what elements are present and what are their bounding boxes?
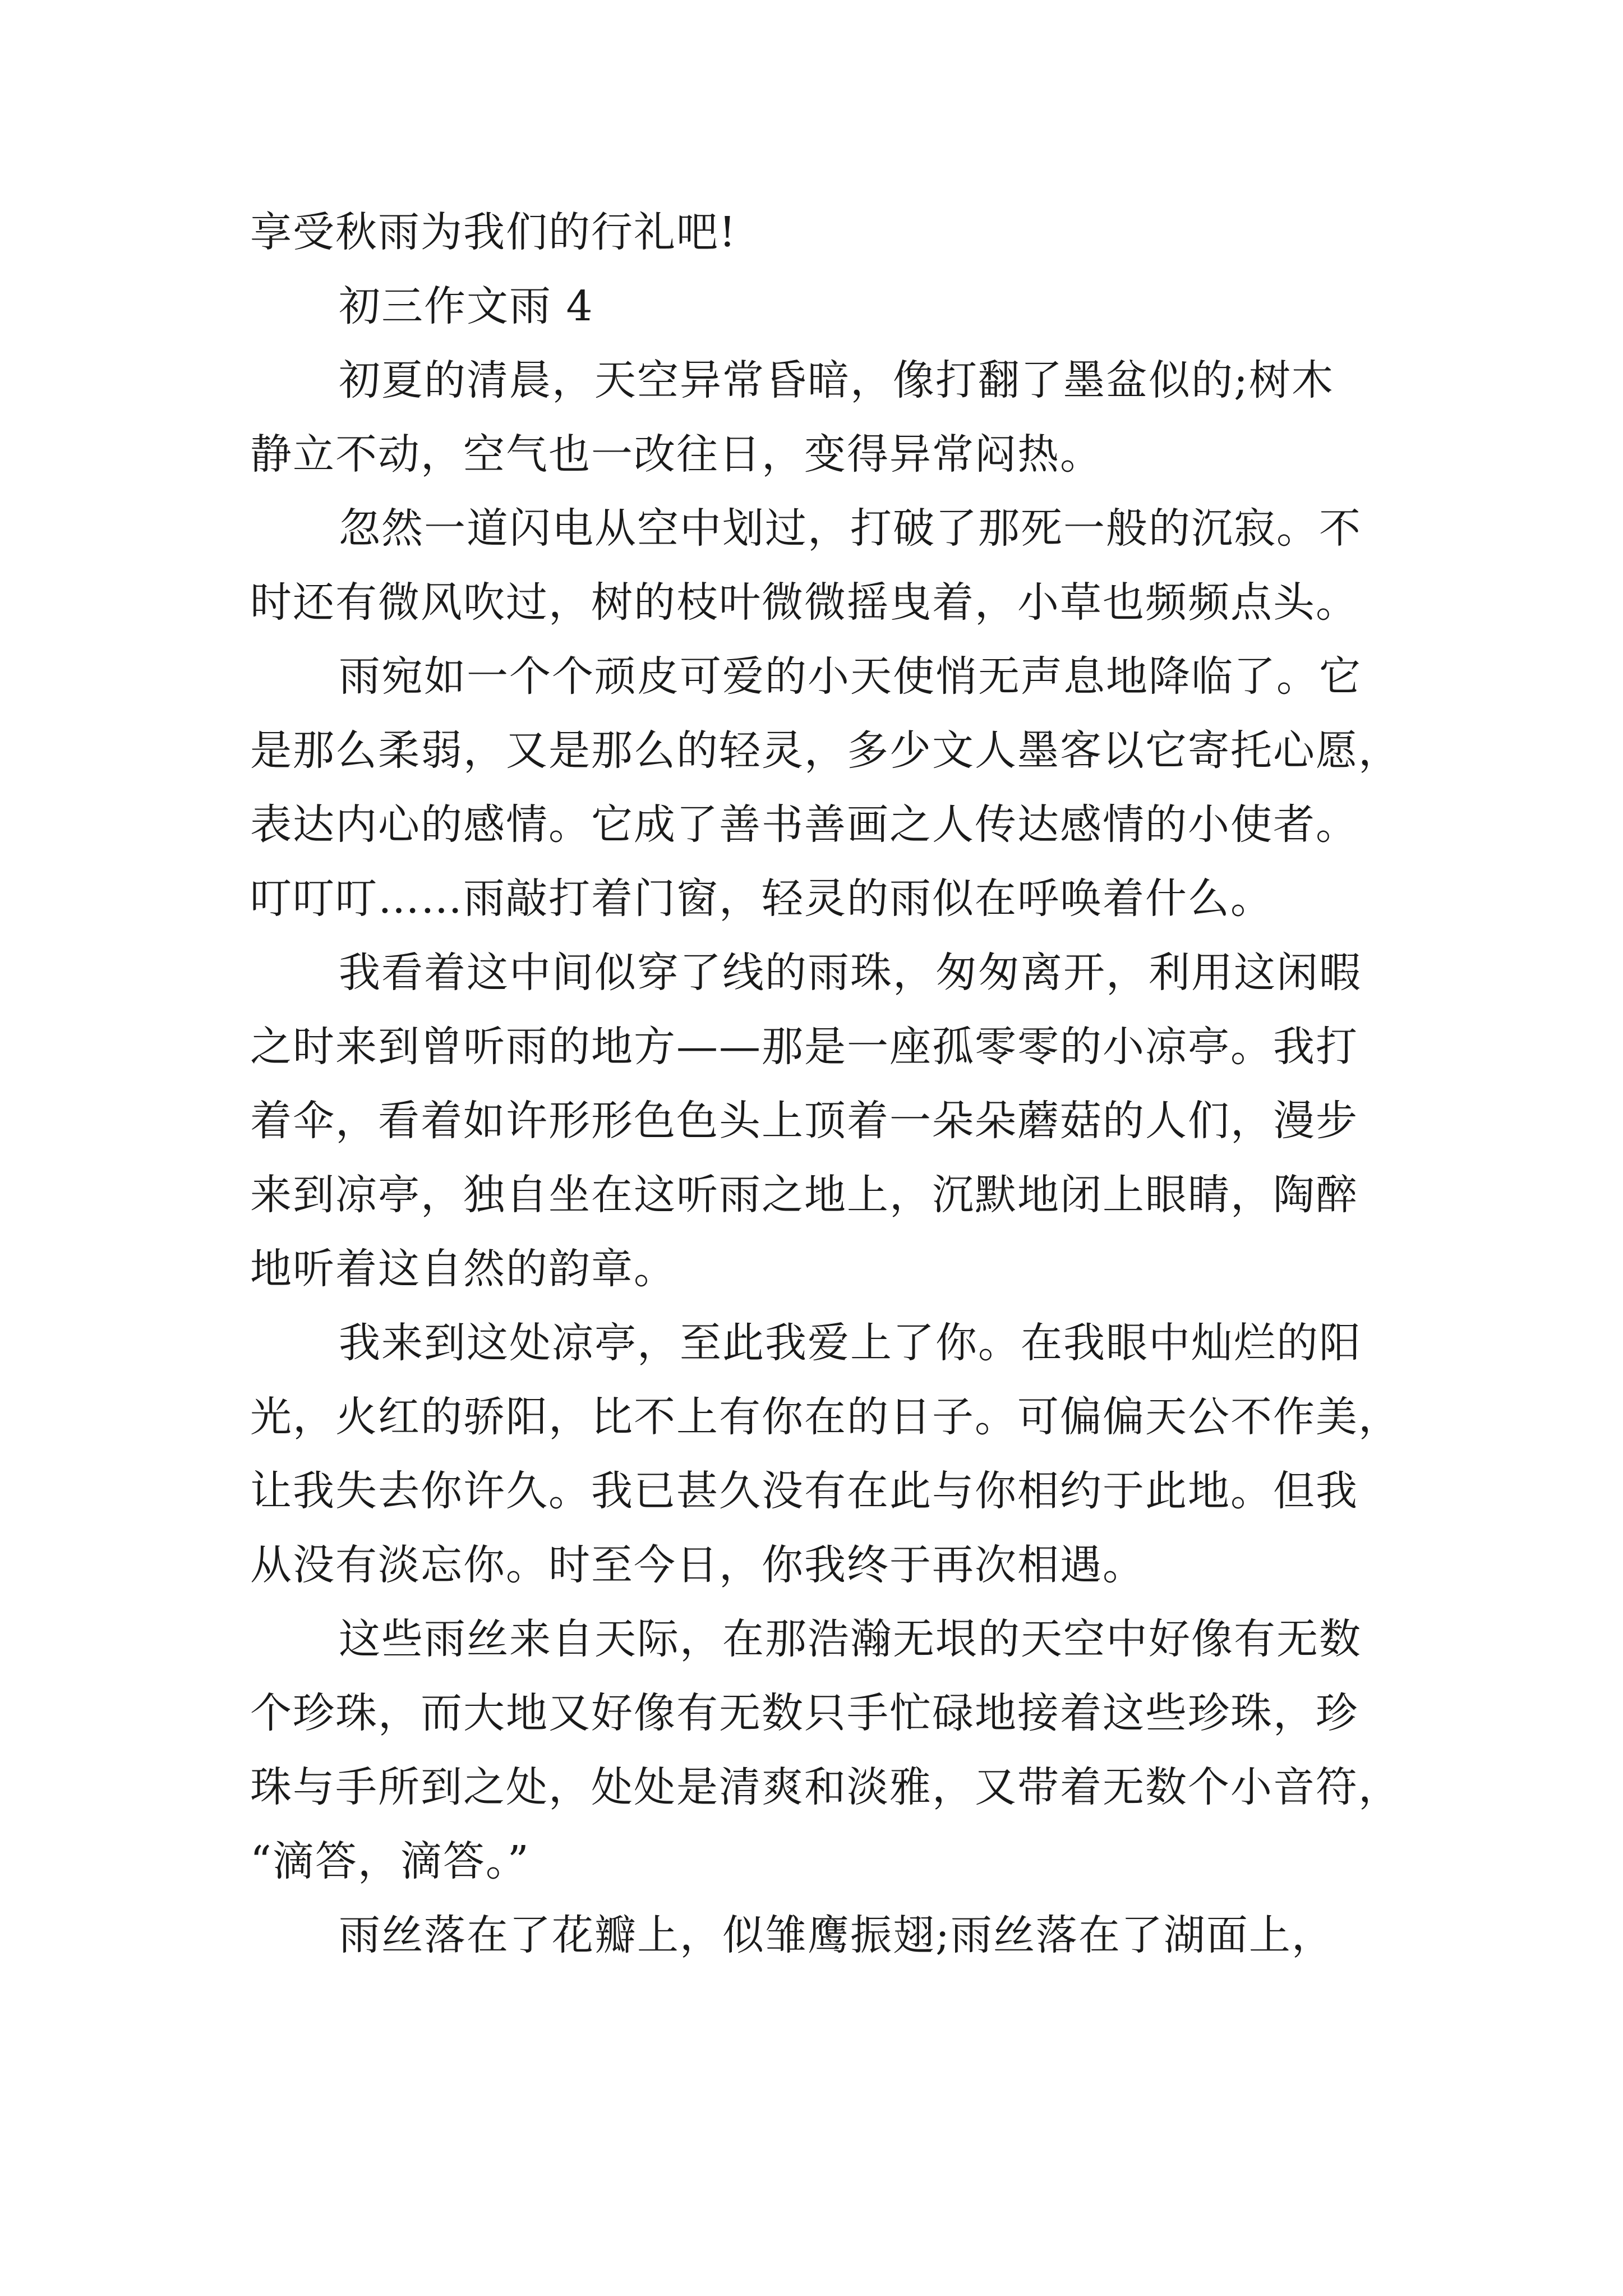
text-line: 雨丝落在了花瓣上，似雏鹰振翅;雨丝落在了湖面上， [339,1911,1334,1959]
text-line: 我来到这处凉亭，至此我爱上了你。在我眼中灿烂的阳 [339,1319,1362,1367]
text-line: 是那么柔弱，又是那么的轻灵，多少文人墨客以它寄托心愿， [250,726,1401,775]
text-line: 着伞，看着如许形形色色头上顶着一朵朵蘑菇的人们，漫步 [250,1097,1358,1145]
text-line: 光，火红的骄阳，比不上有你在的日子。可偏偏天公不作美， [250,1393,1401,1441]
text-line: 来到凉亭，独自坐在这听雨之地上，沉默地闭上眼睛，陶醉 [250,1171,1358,1219]
section-heading: 初三作文雨 4 [339,282,594,330]
text-line: 地听着这自然的韵章。 [250,1245,676,1293]
essay-body [250,195,1401,1972]
text-line: 表达内心的感情。它成了善书善画之人传达感情的小使者。 [250,800,1358,849]
text-line: 静立不动，空气也一改往日，变得异常闷热。 [250,430,1103,478]
text-line: 时还有微风吹过，树的枝叶微微摇曳着，小草也频频点头。 [250,578,1358,627]
text-line: 忽然一道闪电从空中划过，打破了那死一般的沉寂。不 [339,504,1362,553]
text-line: 从没有淡忘你。时至今日，你我终于再次相遇。 [250,1541,1145,1589]
text-line: 珠与手所到之处，处处是清爽和淡雅，又带着无数个小音符， [250,1763,1401,1811]
text-line: 让我失去你许久。我已甚久没有在此与你相约于此地。但我 [250,1467,1358,1515]
text-line: 初夏的清晨，天空异常昏暗，像打翻了墨盆似的;树木 [339,356,1334,404]
text-line: “滴答，滴答。” [250,1837,530,1885]
text-line: 我看着这中间似穿了线的雨珠，匆匆离开，利用这闲暇 [339,949,1362,997]
text-line: 这些雨丝来自天际，在那浩瀚无垠的天空中好像有无数 [339,1615,1362,1663]
text-line: 享受秋雨为我们的行礼吧! [250,208,737,256]
text-line: 雨宛如一个个顽皮可爱的小天使悄无声息地降临了。它 [339,652,1362,701]
text-line: 个珍珠，而大地又好像有无数只手忙碌地接着这些珍珠，珍 [250,1689,1358,1737]
text-line: 之时来到曾听雨的地方——那是一座孤零零的小凉亭。我打 [250,1023,1358,1071]
text-line: 叮叮叮……雨敲打着门窗，轻灵的雨似在呼唤着什么。 [250,875,1273,923]
